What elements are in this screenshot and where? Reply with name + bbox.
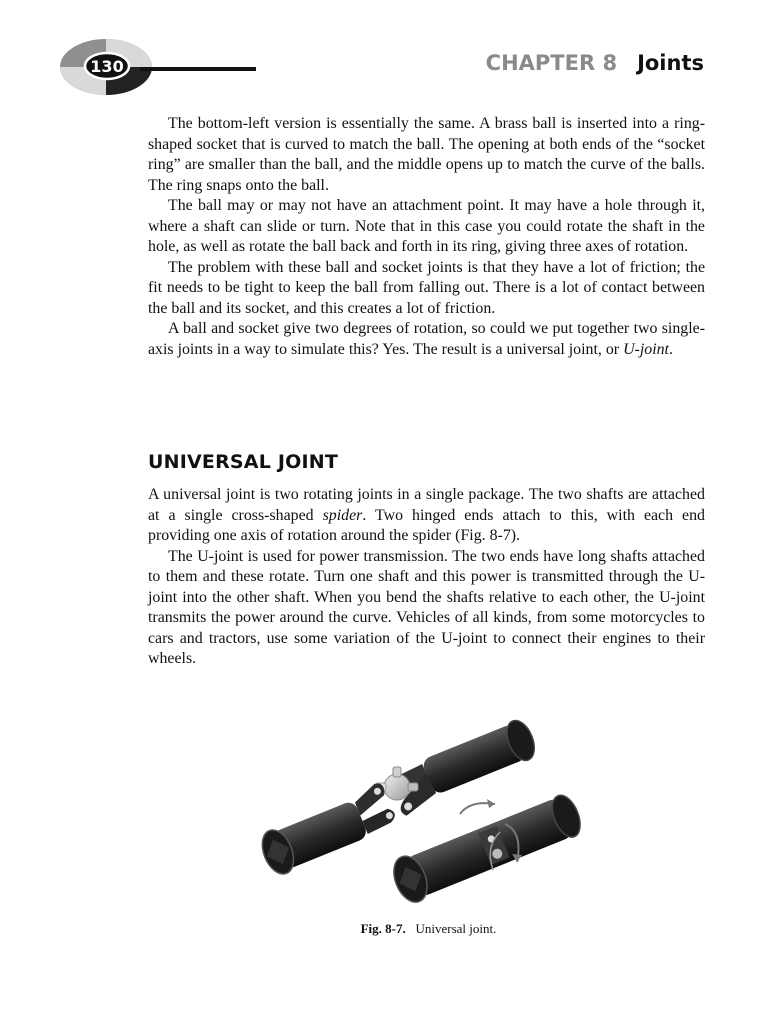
paragraph: A ball and socket give two degrees of rotation, so could we put together two single-axis joints in a way to simulate this? Yes. The result is a universal joint, or U-joint. <box>148 320 705 358</box>
figure-label: Fig. 8-7. <box>360 921 406 936</box>
universal-joint-figure <box>255 712 585 907</box>
yoke-top-right <box>384 717 542 818</box>
header-rule <box>140 67 256 71</box>
page-number-badge <box>59 38 153 96</box>
section-heading: UNIVERSAL JOINT <box>148 451 338 473</box>
spider-term: spider <box>322 506 363 524</box>
body-block-1 <box>148 114 705 360</box>
page-number: 130 <box>90 57 124 76</box>
paragraph: The U-joint is used for power transmission. The two ends have long shafts attached to them and these rotate. Turn one shaft and this power is transmitted through the U-joint into the other shaft. When you bend the shafts relative to each other, the U-joint transmits the power around the curve. Vehicles of all kinds, from some motorcycles to cars and tractors, use some variation of the U-joint to connect their engines to their wheels. <box>148 547 705 667</box>
paragraph: The ball may or may not have an attachment point. It may have a hole through it, where a shaft can slide or turn. Note that in this case you could rotate the shaft in the hole, as well as rotate the ball back and forth in its ring, giving three axes of rotation. <box>148 197 705 255</box>
chapter-label: CHAPTER 8 <box>485 51 618 75</box>
paragraph: A universal joint is two rotating joints in a single package. The two shafts are attached at a single cross-shaped spider. Two hinged ends attach to this, with each end providing one axis of rotation around the spider (Fig. 8-7). <box>148 486 706 544</box>
uj-term: U-joint <box>623 340 669 358</box>
paragraph: The bottom-left version is essentially the same. A brass ball is inserted into a ring-shaped socket that is curved to match the ball. The opening at both ends of the “socket ring” are smaller than the ball, and the middle opens up to match the curve of the balls. The ring snaps onto the ball. <box>148 115 705 194</box>
running-header <box>450 51 704 75</box>
chapter-title: Joints <box>637 51 704 75</box>
figure-caption <box>150 921 707 937</box>
paragraph: The problem with these ball and socket joints is that they have a lot of friction; the fit needs to be tight to keep the ball from falling out. There is a lot of contact between the ball and its socket, and this creates a lot of friction. <box>148 258 705 317</box>
figure-caption-text: Universal joint. <box>415 921 497 936</box>
body-block-2 <box>148 485 705 670</box>
yoke-bottom-left <box>255 781 400 879</box>
